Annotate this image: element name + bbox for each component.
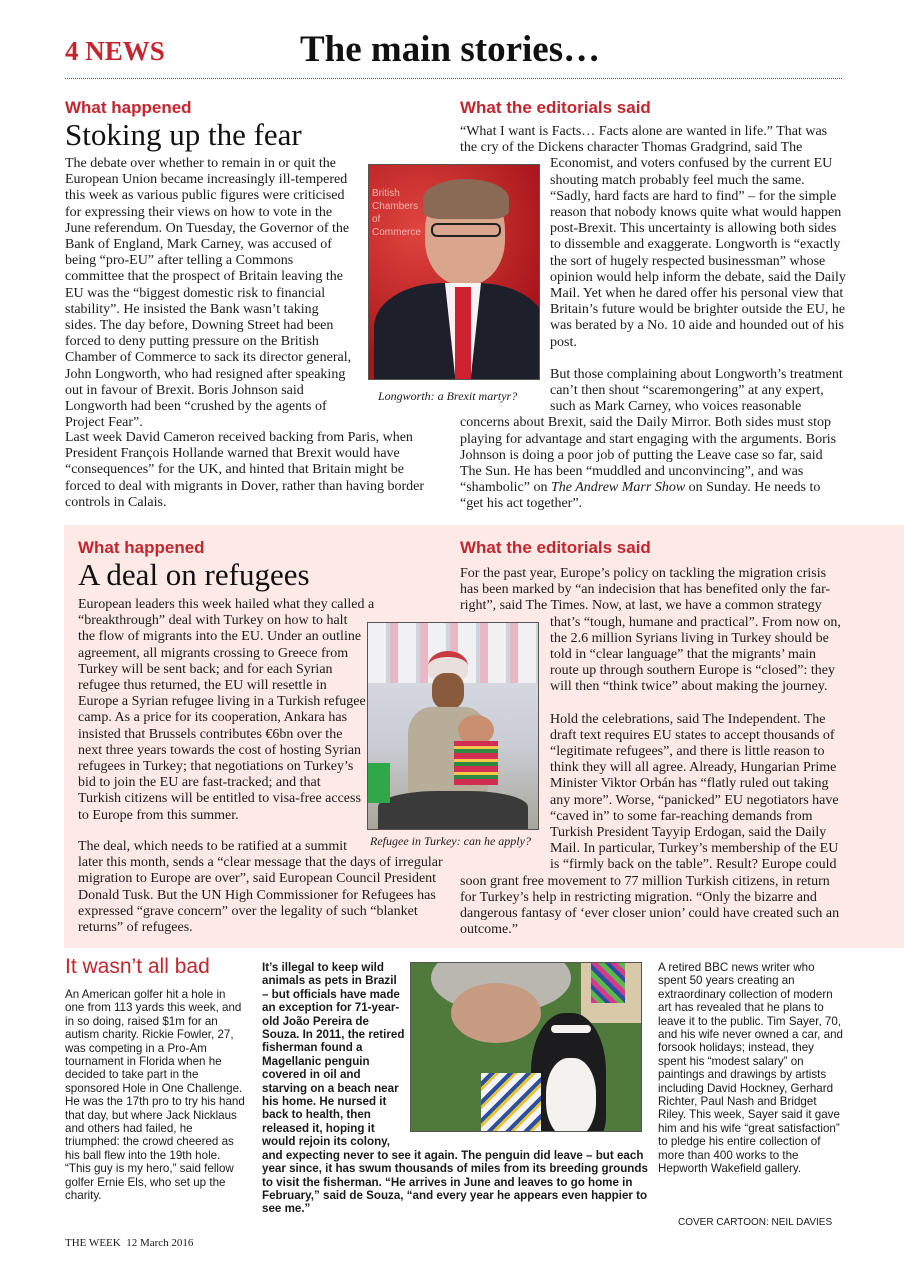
story2-paragraph: European leaders this week hailed what they called a “breakthrough” deal with Turkey on how to halt the flow of migrants into the EU. Under an outline agreement, all migrants crossing to Greece from Turkey will be sent back; and for each Syrian refugee thus returned, the EU will resettle in Europe a Syrian refugee living in a Turkish refugee camp. As a price for its cooperation, Ankara has insisted that Brussels contributes €6bn over the next three years towards the cost of hosting Syrian refugees in Turkey; that negotiations on Turkey’s bid to join the EU are fast-tracked; and that Turkish citizens will be entitled to visa-free access to Europe from this summer. — [78, 597, 375, 823]
good-news-art: A retired BBC news writer who spent 50 years creating an extraordinary collection of modern art has revealed that he plans to leave it to the public. Tim Sayer, 70, and his wife never owned a car, and forsook holidays; instead, they spent his “modest salary” on paintings and drawings by artists including David Hockney, Gerhard Richter, Paul Nash and Bridget Riley. This week, Sayer said it gave him and his wife “great satisfaction” to pledge his entire collection of more than 400 works to the Hepworth Wakefield gallery. — [658, 961, 843, 1176]
story1-editorials-body — [460, 124, 846, 513]
page-title: The main stories… — [300, 29, 601, 70]
editorial-paragraph: Hold the celebrations, said The Independent. The draft text requires EU states to accept thousands of “legitimate refugees”, and there is little reason to think they will all agree. Already, Hungarian Prime Minister Viktor Orbán has “flatly ruled out taking any more”. Worse, “panicked” EU negotiators have “caved in” to some far-reaching demands from Turkish President Tayyip Erdogan, said the Daily Mail. In particular, Turkey’s membership of the EU is “firmly back on the table”. Result? Europe could soon grant free movement to 77 million Turkish citizens, in return for Turkey’s help in restricting migration. “Only the bizarre and dangerous fantasy of ‘ever closer union’ could have created such an outcome.” — [460, 711, 840, 938]
editorial-text: on Sunday. He needs to “get his act together”. — [460, 480, 821, 512]
section-label — [65, 36, 165, 67]
story2-kicker: What happened — [78, 538, 205, 557]
cover-credit: COVER CARTOON: NEIL DAVIES — [678, 1217, 833, 1228]
story1-paragraph: Last week David Cameron received backing from Paris, when President François Hollande warned that Brexit would have “consequences” for the UK, and hinted that Britain might be forced to deal with migrants in Dover, rather than having border controls in Calais. — [65, 430, 425, 510]
good-news-headline: It wasn’t all bad — [65, 955, 210, 978]
story1-editorials-kicker: What the editorials said — [460, 98, 651, 117]
good-news-golf: An American golfer hit a hole in one from 113 yards this week, and in so doing, raised $1m for an autism charity. Rickie Fowler, 27, was competing in a Pro-Am tournament in Florida when he decided to take part in the sponsored Hole in One Challenge. He was the 17th pro to try his hand that day, but where Jack Nicklaus and others had failed, he triumphed: the crowd cheered as his ball flew into the 19th hole. “This guy is my hero,” said fellow golfer Ernie Els, who set up the charity. — [65, 988, 245, 1203]
section-name: NEWS — [85, 36, 165, 66]
story1-body-2 — [65, 430, 437, 511]
penguin-story-text: It’s illegal to keep wild animals as pets in Brazil – but officials have made an exception for 71-year-old João Pereira de Souza. In 2011, the retired fisherman found a Magellanic penguin covered in oil and starving on a beach near his home. He nursed it back to health, then released it, hoping it would rejoin its colony, and expecting never to see it again. The penguin did leave – but each year since, it has swum thousands of miles from its breeding grounds to visit the fisherman. “He arrives in June and leaves to go home in February,” said de Souza, “and every year he appears even happier to see me.” — [262, 961, 648, 1216]
editorial-paragraph: For the past year, Europe’s policy on tackling the migration crisis has been marked by “an indecision that has benefited only the far-right”, said The Times. Now, at last, we have a common strategy that’s “tough, humane and practical”. From now on, the 2.6 million Syrians living in Turkey should be told in “clear language” that the migrants’ main route up through southern Europe is “closed”: they will then “think twice” about making the journey. — [460, 566, 841, 695]
longworth-caption: Longworth: a Brexit martyr? — [378, 389, 518, 403]
header-divider — [65, 78, 842, 79]
penguin-photo — [410, 962, 642, 1132]
story2-paragraph: The deal, which needs to be ratified at a summit later this month, sends a “clear message that the days of irregular migration to Europe are over”, said European Council President Donald Tusk. But the UN High Commissioner for Refugees has expressed “grave concern” over the legality of such “blanket returns” of refugees. — [78, 839, 443, 936]
story2-editorials-body — [460, 566, 846, 938]
footer-publication — [65, 1237, 193, 1249]
show-title: The Andrew Marr Show — [550, 480, 686, 496]
backdrop-text: British Chambers of Commerce — [372, 188, 421, 238]
page-number: 4 — [65, 36, 79, 66]
story1-paragraph: The debate over whether to remain in or quit the European Union became increasingly ill-tempered this week as various public figures were criticised for expressing their views on how to vote in the June referendum. On Tuesday, the Governor of the Bank of England, Mark Carney, was accused of being “pro-EU” after telling a Commons committee that the prospect of Britain leaving the EU was the “biggest domestic risk to financial stability”. He insisted the Bank wasn’t taking sides. The day before, Downing Street had been forced to deny putting pressure on the British Chamber of Commerce to sack its director general, John Longworth, who had resigned after speaking out in favour of Brexit. Boris Johnson said Longworth had been “crushed by the agents of Project Fear”. — [65, 156, 352, 431]
editorial-text: But those complaining about Longworth’s treatment can’t then shout “scaremongering” at any expert, such as Mark Carney, who voices reasonable concerns about Brexit, said the Daily Mirror. Both sides must stop playing for advantage and start engaging with the arguments. Boris Johnson is doing a poor job of putting the Leave case so far, said The Sun. He has been “muddled and unconvincing”, and was “shambolic” on — [460, 366, 843, 496]
refugee-caption: Refugee in Turkey: can he apply? — [370, 834, 531, 848]
story2-editorials-kicker: What the editorials said — [460, 538, 651, 557]
story1-headline: Stoking up the fear — [65, 117, 302, 152]
story1-kicker: What happened — [65, 98, 192, 117]
publication-name: THE WEEK — [65, 1237, 121, 1249]
story2-body — [78, 597, 400, 835]
story2-body-2 — [78, 839, 450, 936]
issue-date: 12 March 2016 — [126, 1237, 194, 1249]
story2-headline: A deal on refugees — [78, 557, 310, 592]
editorial-paragraph: “What I want is Facts… Facts alone are wanted in life.” That was the cry of the Dickens character Thomas Gradgrind, said The Economist, and voters confused by the current EU shouting match probably feel much the same. “Sadly, hard facts are hard to find” – for the simple reason that nobody knows quite what would happen post-Brexit. This uncertainty is allowing both sides to dissemble and exaggerate. Longworth is “exactly the sort of hugely respected businessman” whose opinion would help inform the debate, said the Daily Mail. Yet when he dared offer his personal view that Britain’s future would be brighter outside the EU, he was berated by a No. 10 aide and hounded out of his post. — [460, 124, 846, 350]
story1-body — [65, 156, 353, 431]
